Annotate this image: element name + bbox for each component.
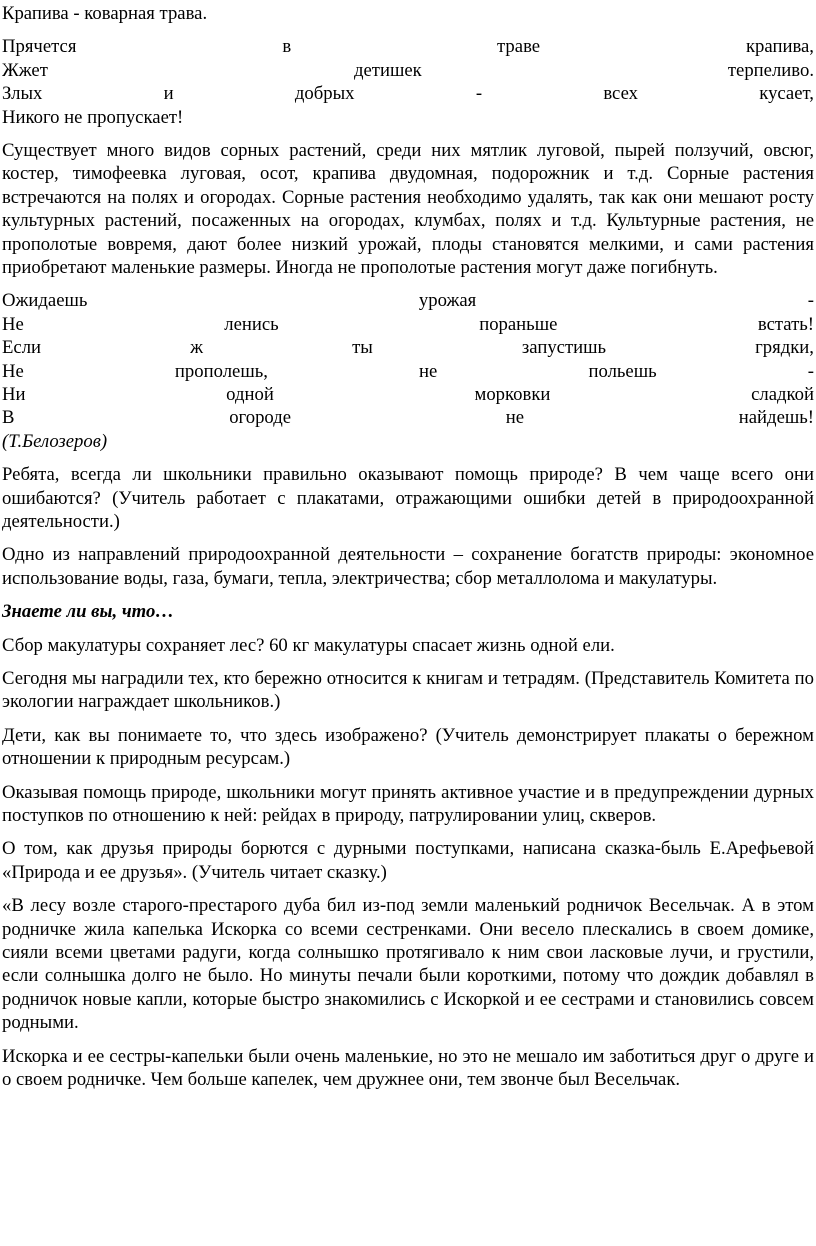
paragraph-question: Ребята, всегда ли школьники правильно оказывают помощь природе? В чем чаще всего они ошибаются? (Учитель работает с плакатами, отражающими ошибки детей в природоохранной деятельности.) — [2, 464, 814, 532]
spacer — [2, 884, 814, 894]
poem-word: Жжет — [2, 59, 48, 81]
poem-last-line: Никого не пропускает! — [2, 106, 184, 128]
paragraph-tale-part1: «В лесу возле старого-престарого дуба бил из-под земли маленький родничок Весельчак. А в этом родничке жила капелька Искорка со всеми сестренками. Они весело плескались в своем домике, сияли всеми цветами радуги, когда солнышко протягивало к ним свои ласковые лучи, и грустили, если солнышка долго не было. Но минуты печали были короткими, потому что дождик добавлял в родничок новые капли, которые быстро знакомились с Искоркой и ее сестрами и становились совсем родными. — [2, 895, 814, 1034]
poem-word: польешь — [588, 360, 657, 382]
poem-word: ты — [352, 337, 373, 359]
poem-word: урожая — [418, 290, 477, 312]
poem-word: ж — [190, 337, 204, 359]
paragraph-tale-intro: О том, как друзья природы борются с дурными поступками, написана сказка-быль Е.Арефьевой «Природа и ее друзья». (Учитель читает сказку.) — [2, 838, 814, 883]
poem-word: - — [807, 290, 814, 312]
poem-crapiva — [2, 35, 814, 129]
spacer — [2, 771, 814, 781]
poem-word: и — [163, 83, 174, 105]
paragraph-posters: Дети, как вы понимаете то, что здесь изображено? (Учитель демонстрирует плакаты о бережном отношении к природным ресурсам.) — [2, 724, 814, 770]
poem-line — [2, 360, 814, 383]
heading-did-you-know: Знаете ли вы, что… — [2, 601, 174, 623]
poem-line — [2, 59, 814, 82]
poem-word: прополешь, — [174, 360, 268, 382]
paragraph-help-nature: Оказывая помощь природе, школьники могут принять активное участие и в предупреждении дурных поступков по отношению к ней: рейдах в природу, патрулировании улиц, скверов. — [2, 781, 814, 827]
poem-word: детишек — [354, 59, 422, 81]
spacer — [2, 25, 814, 35]
poem-word: сладкой — [751, 383, 814, 405]
poem-word: траве — [497, 36, 541, 58]
poem-line — [2, 82, 814, 105]
spacer — [2, 453, 814, 463]
poem-word: Если — [2, 337, 42, 359]
paragraph-paper-fact: Сбор макулатуры сохраняет лес? 60 кг макулатуры спасает жизнь одной ели. — [2, 634, 615, 656]
poem-word: крапива, — [745, 36, 814, 58]
poem-word: В — [2, 407, 15, 429]
poem-word: пораньше — [479, 313, 558, 335]
poem-author: (Т.Белозеров) — [2, 430, 108, 452]
poem-word: Не — [2, 313, 24, 335]
poem-word: огороде — [229, 407, 292, 429]
poem-word: запустишь — [521, 337, 607, 359]
poem-word: ленись — [224, 313, 279, 335]
paragraph-weeds: Существует много видов сорных растений, среди них мятлик луговой, пырей ползучий, овсюг, костер, тимофеевка луговая, осот, крапива двудомная, подорожник и т.д. Сорные растения встречаются на полях и огородах. Сорные растения необходимо удалять, так как они мешают росту культурных растений, посаженных на огородах, клумбах, полях и т.д. Культурные растения, не прополотые вовремя, дают более низкий урожай, плоды становятся мелкими, и сами растения приобретают маленькие размеры. Иногда не прополотые растения могут даже погибнуть. — [2, 139, 814, 278]
spacer — [2, 533, 814, 543]
poem-line — [2, 406, 814, 429]
poem-word: найдешь! — [738, 407, 814, 429]
spacer — [2, 129, 814, 139]
poem-line — [2, 313, 814, 336]
poem-word: кусает, — [759, 83, 814, 105]
poem-word: грядки, — [755, 337, 814, 359]
paragraph-award: Сегодня мы наградили тех, кто бережно относится к книгам и тетрадям. (Представитель Комитета по экологии награждает школьников.) — [2, 667, 814, 713]
poem-word: Злых — [2, 83, 43, 105]
poem-word: не — [505, 407, 525, 429]
poem-word: одной — [226, 383, 274, 405]
poem-harvest — [2, 289, 814, 453]
poem-word: Ни — [2, 383, 26, 405]
poem-line — [2, 35, 814, 58]
paragraph-directions: Одно из направлений природоохранной деятельности – сохранение богатств природы: экономное использование воды, газа, бумаги, тепла, электричества; сбор металлолома и макулатуры. — [2, 544, 814, 589]
spacer — [2, 590, 814, 600]
poem-line — [2, 336, 814, 359]
spacer — [2, 1035, 814, 1045]
poem-word: Не — [2, 360, 24, 382]
poem-word: морковки — [474, 383, 551, 405]
poem-word: - — [807, 360, 814, 382]
poem-word: - — [475, 83, 483, 105]
poem-line — [2, 289, 814, 312]
document-title: Крапива - коварная трава. — [2, 3, 208, 24]
poem-line — [2, 383, 814, 406]
spacer — [2, 279, 814, 289]
poem-word: не — [419, 360, 438, 382]
poem-word: в — [282, 36, 292, 58]
spacer — [2, 827, 814, 837]
poem-word: Прячется — [2, 36, 77, 58]
poem-word: терпеливо. — [727, 59, 814, 81]
poem-word: всех — [603, 83, 638, 105]
paragraph-tale-part2: Искорка и ее сестры-капельки были очень маленькие, но это не мешало им заботиться друг о друге и о своем родничке. Чем больше капелек, чем дружнее они, тем звонче был Весельчак. — [2, 1045, 814, 1091]
spacer — [2, 714, 814, 724]
spacer — [2, 624, 814, 634]
poem-word: Ожидаешь — [2, 290, 88, 312]
poem-word: добрых — [294, 83, 355, 105]
poem-word: встать! — [757, 313, 814, 335]
spacer — [2, 657, 814, 667]
